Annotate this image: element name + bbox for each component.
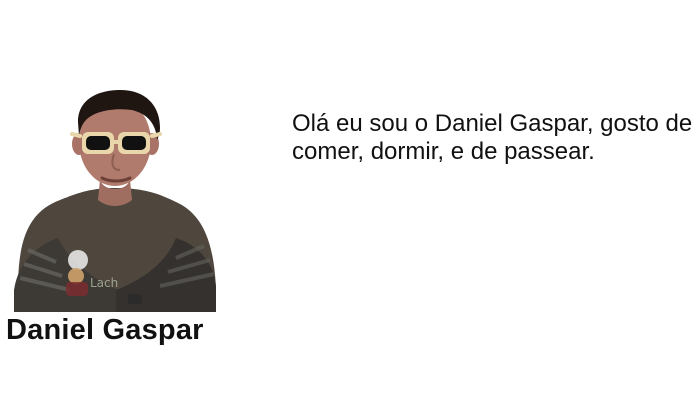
profile-name: Daniel Gaspar <box>6 314 204 346</box>
profile-photo <box>0 80 230 312</box>
watch <box>128 294 142 304</box>
shirt-text: Lach <box>90 276 119 290</box>
person-illustration <box>0 80 230 312</box>
bio-text: Olá eu sou o Daniel Gaspar, gosto de comer, dormir, e de passear. <box>292 110 693 165</box>
